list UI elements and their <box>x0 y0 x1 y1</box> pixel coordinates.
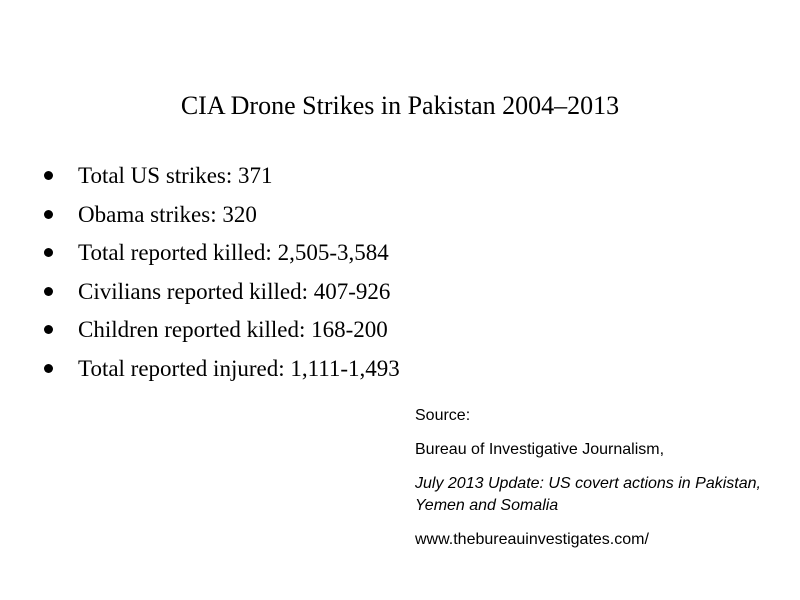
bullet-dot-icon <box>44 287 53 296</box>
bullet-item <box>44 235 400 274</box>
source-organization: Bureau of Investigative Journalism, <box>415 441 665 458</box>
bullet-text: Total reported injured: 1,111-1,493 <box>78 355 400 381</box>
bullet-text: Civilians reported killed: 407-926 <box>78 278 391 304</box>
bullet-text: Total US strikes: 371 <box>78 163 273 188</box>
bullet-text: Obama strikes: 320 <box>78 201 257 227</box>
bullet-dot-icon <box>44 364 53 373</box>
bullet-dot-icon <box>44 171 53 180</box>
source-report-title: July 2013 Update: US covert actions in Pakistan, Yemen and Somalia <box>415 475 761 514</box>
bullet-text: Total reported killed: 2,505-3,584 <box>78 240 389 266</box>
bullet-item <box>44 274 400 313</box>
source-url: www.thebureauinvestigates.com/ <box>415 531 649 548</box>
bullet-dot-icon <box>44 325 53 334</box>
bullet-list <box>44 158 400 390</box>
bullet-item <box>44 312 400 351</box>
bullet-item <box>44 197 400 236</box>
bullet-text: Children reported killed: 168-200 <box>78 317 388 343</box>
source-block <box>415 405 785 563</box>
bullet-dot-icon <box>44 248 53 257</box>
slide-title: CIA Drone Strikes in Pakistan 2004–2013 <box>180 91 620 120</box>
bullet-item <box>44 158 400 197</box>
bullet-dot-icon <box>44 210 53 219</box>
bullet-item <box>44 351 400 390</box>
source-label: Source: <box>415 407 471 424</box>
